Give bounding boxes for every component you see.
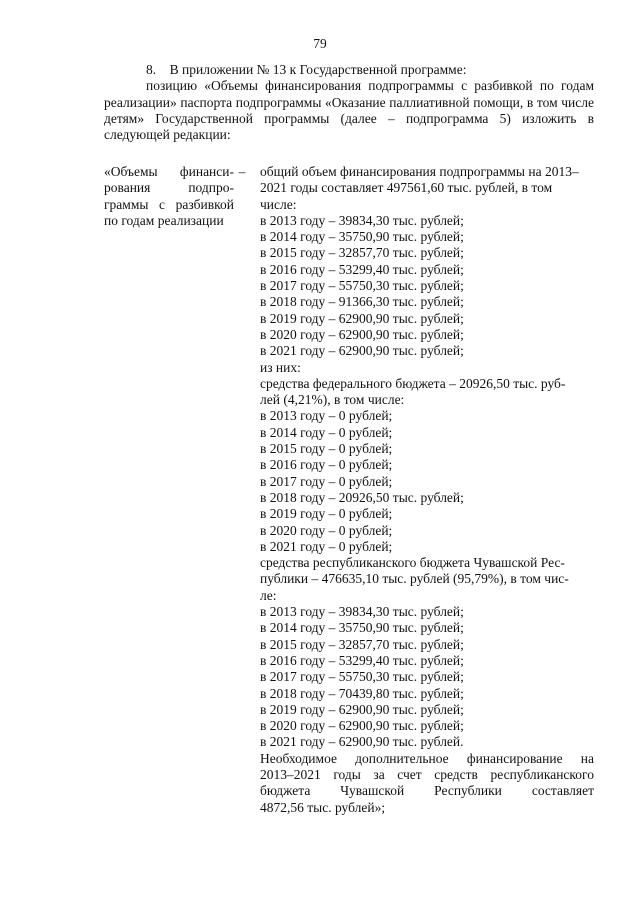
total-year-line: в 2016 году – 53299,40 тыс. рублей;	[260, 261, 464, 277]
total-line: 2021 годы составляет 497561,60 тыс. рублей, в том	[260, 180, 553, 196]
total-year-line: в 2014 году – 35750,90 тыс. рублей;	[260, 229, 464, 245]
intro-paragraph: позицию «Объемы финансирования подпрограммы с разбивкой по годам реализации» паспорта подпрограммы «Оказание паллиативной помощи, в том числе детям» Государственной программы (далее – подпрограмма 5) изложить в следующей редакции:	[104, 78, 594, 143]
federal-line: средства федерального бюджета – 20926,50 тыс. руб-	[260, 375, 566, 391]
position-label-line: граммы с разбивкой	[104, 196, 234, 212]
total-year-line: в 2019 году – 62900,90 тыс. рублей;	[260, 310, 464, 326]
position-label-line: «Объемы финанси-	[104, 164, 234, 179]
federal-year-line: в 2019 году – 0 рублей;	[260, 506, 393, 522]
federal-year-line: в 2015 году – 0 рублей;	[260, 441, 393, 457]
item-heading: 8. В приложении № 13 к Государственной программе:	[146, 62, 467, 77]
position-label-line: по годам реализации	[104, 212, 224, 228]
total-year-line: в 2013 году – 39834,30 тыс. рублей;	[260, 212, 464, 228]
federal-year-line: в 2021 году – 0 рублей;	[260, 538, 393, 554]
republic-year-line: в 2020 году – 62900,90 тыс. рублей;	[260, 718, 464, 734]
total-line: числе:	[260, 196, 297, 212]
position-label	[104, 164, 234, 229]
additional-line: 2013–2021 годы за счет средств республиканского	[260, 766, 594, 782]
republic-year-line: в 2019 году – 62900,90 тыс. рублей;	[260, 701, 464, 717]
republic-year-line: в 2014 году – 35750,90 тыс. рублей;	[260, 620, 464, 636]
republic-year-line: в 2015 году – 32857,70 тыс. рублей;	[260, 636, 464, 652]
republic-line: ле:	[260, 587, 277, 603]
separator-dash: –	[238, 164, 246, 179]
total-line: общий объем финансирования подпрограммы на 2013–	[260, 164, 579, 179]
federal-line: лей (4,21%), в том числе:	[260, 392, 405, 408]
federal-year-line: в 2020 году – 0 рублей;	[260, 522, 393, 538]
page-number: 79	[313, 36, 327, 51]
federal-year-line: в 2016 году – 0 рублей;	[260, 457, 393, 473]
intro-block	[104, 62, 594, 143]
additional-line: Необходимое дополнительное финансирование на	[260, 750, 594, 766]
additional-line: 4872,56 тыс. рублей»;	[260, 799, 386, 815]
federal-year-line: в 2018 году – 20926,50 тыс. рублей;	[260, 489, 464, 505]
republic-year-line: в 2016 году – 53299,40 тыс. рублей;	[260, 652, 464, 668]
republic-year-line: в 2013 году – 39834,30 тыс. рублей;	[260, 604, 464, 620]
federal-year-line: в 2013 году – 0 рублей;	[260, 408, 393, 424]
total-year-line: в 2015 году – 32857,70 тыс. рублей;	[260, 245, 464, 261]
total-year-line: в 2017 году – 55750,30 тыс. рублей;	[260, 278, 464, 294]
total-year-line: в 2020 году – 62900,90 тыс. рублей;	[260, 326, 464, 342]
republic-year-line: в 2018 году – 70439,80 тыс. рублей;	[260, 685, 464, 701]
federal-year-line: в 2017 году – 0 рублей;	[260, 473, 393, 489]
republic-line: средства республиканского бюджета Чувашской Рес-	[260, 555, 565, 571]
position-label-line: рования подпро-	[104, 180, 234, 196]
additional-line: бюджета Чувашской Республики составляет	[260, 783, 594, 799]
of-them-line: из них:	[260, 359, 301, 375]
total-year-line: в 2021 году – 62900,90 тыс. рублей;	[260, 343, 464, 359]
federal-year-line: в 2014 году – 0 рублей;	[260, 424, 393, 440]
financing-description	[260, 164, 594, 816]
republic-year-line: в 2017 году – 55750,30 тыс. рублей;	[260, 669, 464, 685]
republic-year-line: в 2021 году – 62900,90 тыс. рублей.	[260, 734, 464, 750]
republic-line: публики – 476635,10 тыс. рублей (95,79%), в том чис-	[260, 571, 569, 587]
total-year-line: в 2018 году – 91366,30 тыс. рублей;	[260, 294, 464, 310]
